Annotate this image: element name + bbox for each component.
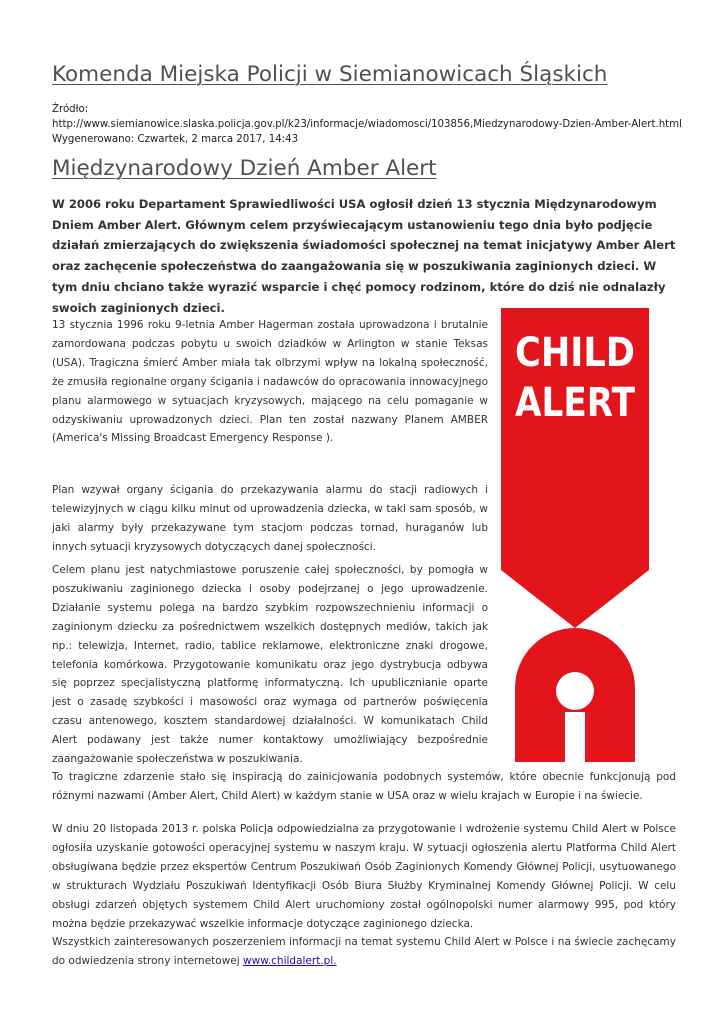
generated-date: Wygenerowano: Czwartek, 2 marca 2017, 14:43 [52, 134, 299, 145]
logo-child-body [565, 712, 585, 762]
paragraph-1: 13 stycznia 1996 roku 9-letnia Amber Hagerman została uprowadzona i brutalnie zamordowana podczas pobytu u swoich dziadków w Arlington w stanie Teksas (USA). Tragiczna śmierć Amber miała tak olbrzymi wpływ na lokalną społeczność, że zmusiła regionalne organy ścigania i nadawców do opracowania innowacyjnego planu alarmowego w sytuacjach kryzysowych, mającego na celu pomaganie w odzyskiwaniu uprowadzonych dzieci. Plan ten został nazwany Planem AMBER (America's Missing Broadcast Emergency Response ). [52, 319, 488, 445]
paragraph-3: Celem planu jest natychmiastowe poruszenie całej społeczności, by pomogła w poszukiwaniu zaginionego dziecka i osoby podejrzanej o jego uprowadzenie. Działanie systemu polega na bardzo szybkim rozpowszechnieniu informacji o zaginionym dziecku za pośrednictwem wszelkich dostępnych mediów, takich jak np.: telewizja, Internet, radio, tablice reklamowe, elektroniczne znaki drogowe, telefonia komórkowa. Przygotowanie komunikatu oraz jego dystrybucja odbywa się poprzez specjalistyczną platformę informatyczną. Ich upublicznianie oparte jest o zasadę szybkości i masowości oraz wymaga od partnerów poświęcenia czasu antenowego, kosztem standardowej działalności. W komunikatach Child Alert podawany jest także numer kontaktowy umożliwiający bezpośrednie zaangażowanie społeczeństwa w poszukiwania. [52, 564, 488, 766]
paragraph-6 [52, 933, 676, 971]
source-label: Źródło: [52, 104, 89, 115]
article-title: Międzynarodowy Dzień Amber Alert [52, 156, 437, 181]
paragraph-2: Plan wzywał organy ścigania do przekazywania alarmu do stacji radiowych i telewizyjnych w ciągu kilku minut od uprowadzenia dziecka, w taki sam sposób, w jaki alarmy były przekazywane tym stacjom podczas tornad, huraganów lub innych sytuacji kryzysowych dotyczących danej społeczności. [52, 484, 488, 553]
logo-text-child: CHILD [515, 330, 635, 376]
source-info [52, 102, 692, 147]
site-title: Komenda Miejska Policji w Siemianowicach Śląskich [52, 62, 608, 87]
childalert-link[interactable]: www.childalert.pl. [243, 954, 337, 967]
child-alert-logo [501, 308, 649, 762]
paragraph-4: To tragiczne zdarzenie stało się inspiracją do zainicjowania podobnych systemów, które obecnie funkcjonują pod różnymi nazwami (Amber Alert, Child Alert) w każdym stanie w USA oraz w wielu krajach w Europie i na świecie. [52, 771, 676, 802]
article-lead: W 2006 roku Departament Sprawiedliwości USA ogłosił dzień 13 stycznia Międzynarodowym Dniem Amber Alert. Głównym celem przyświecającym ustanowieniu tego dnia było podjęcie działań zmierzających do zwiększenia świadomości społecznej na temat inicjatywy Amber Alert oraz zachęcenie społeczeństwa do zaangażowania się w poszukiwania zaginionych dzieci. W tym dniu chciano także wyrazić wsparcie i chęć pomocy rodzinom, które do dziś nie odnalazły swoich zaginionych dzieci. [52, 197, 676, 315]
logo-child-head [556, 672, 594, 710]
logo-text-alert: ALERT [515, 380, 636, 426]
paragraph-6-text: Wszystkich zainteresowanych poszerzeniem informacji na temat systemu Child Alert w Polsce i na świecie zachęcamy do odwiedzenia strony internetowej [52, 936, 676, 967]
source-url: http://www.siemianowice.slaska.policja.gov.pl/k23/informacje/wiadomosci/103856,Miedzynarodowy-Dzien-Amber-Alert.html [52, 119, 682, 130]
paragraph-5: W dniu 20 listopada 2013 r. polska Policja odpowiedzialna za przygotowanie i wdrożenie systemu Child Alert w Polsce ogłosiła uzyskanie gotowości operacyjnej systemu w naszym kraju. W sytuacji ogłoszenia alertu Platforma Child Alert obsługiwana będzie przez ekspertów Centrum Poszukiwań Osób Zaginionych Komendy Głównej Policji, usytuowanego w strukturach Wydziału Poszukiwań Identyfikacji Osób Biura Służby Kryminalnej Komendy Głównej Policji. W celu obsługi zdarzeń objętych systemem Child Alert uruchomiony został ogólnopolski numer alarmowy 995, pod który można będzie przekazywać wszelkie informacje dotyczące zaginionego dziecka. [52, 823, 676, 930]
